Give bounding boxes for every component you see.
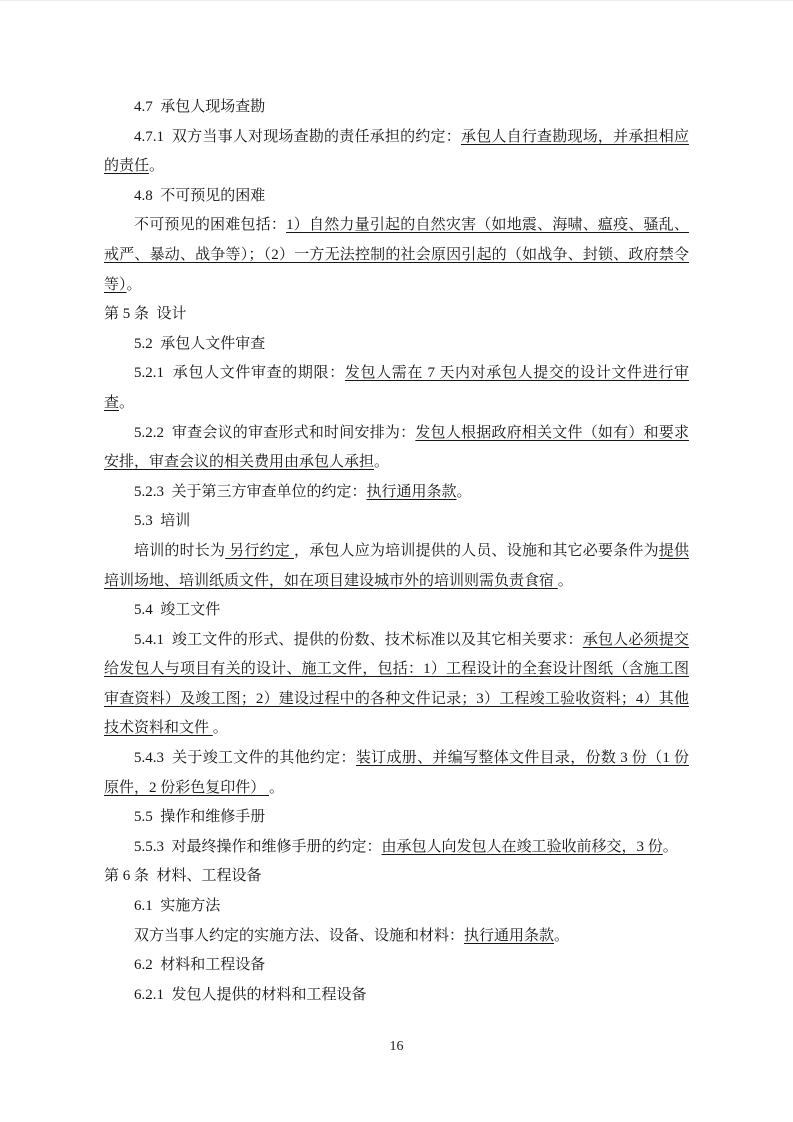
section-5-2-title: [104, 330, 689, 360]
text-run: 5.2.2 审查会议的审查形式和时间安排为：: [134, 424, 416, 441]
text-run: 5.2 承包人文件审查: [134, 335, 266, 352]
text-run: 5.4 竣工文件: [134, 602, 221, 619]
text-run: 。: [269, 779, 285, 796]
text-run: 4.8 不可预见的困难: [134, 187, 266, 204]
filled-in-blank-text: 装订成册、并编写整体文件目录，份数 3 份（1 份原件，2 份彩色复印件）: [104, 750, 689, 796]
section-4-8-title: [104, 182, 689, 212]
text-run: 。: [456, 483, 472, 500]
clause-5-2-2: [104, 419, 689, 478]
clause-4-7-1: [104, 123, 689, 182]
text-run: 第 6 条 材料、工程设备: [104, 868, 262, 885]
section-6-1-title: [104, 892, 689, 922]
section-5-3-title: [104, 507, 689, 537]
text-run: 6.1 实施方法: [134, 898, 221, 915]
clause-6-1-body: [104, 922, 689, 952]
text-run: 。: [557, 572, 573, 589]
text-run: 5.5.3 对最终操作和维修手册的约定：: [134, 838, 382, 855]
filled-in-blank-text: 发包人根据政府相关文件（如有）和要求安排，审查会议的相关费用由承包人承担: [104, 424, 689, 471]
filled-in-blank-text: 执行通用条款: [464, 927, 555, 944]
clause-6-2-1-title: [104, 981, 689, 1011]
filled-in-blank-text: 执行通用条款: [366, 483, 457, 500]
clause-5-4-1: [104, 626, 689, 744]
clause-4-8-body: [104, 211, 689, 300]
text-run: 。: [212, 720, 228, 737]
clause-5-4-3: [104, 744, 689, 803]
text-run: 6.2.1 发包人提供的材料和工程设备: [134, 986, 367, 1003]
clause-5-2-1: [104, 359, 689, 418]
filled-in-blank-text: 由承包人向发包人在竣工验收前移交，3 份: [381, 838, 663, 855]
filled-in-blank-text: 提供培训场地、培训纸质文件，如在项目建设城市外的培训则需负责食宿: [104, 542, 689, 589]
text-run: 。: [126, 276, 142, 293]
section-5-4-title: [104, 596, 689, 626]
text-run: 。: [662, 838, 678, 855]
filled-in-blank-text: 承包人自行查勘现场，并承担相应的责任: [104, 128, 689, 175]
text-run: 5.2.1 承包人文件审查的期限：: [134, 365, 345, 382]
text-run: 5.5 操作和维修手册: [134, 809, 266, 826]
clause-5-5-3: [104, 833, 689, 863]
filled-in-blank-text: 1）自然力量引起的自然灾害（如地震、海啸、瘟疫、骚乱、戒严、暴动、战争等）；（2）一方无法控制的社会原因引起的（如战争、封锁、政府禁令等）: [104, 217, 689, 293]
clause-5-2-3: [104, 478, 689, 508]
section-6-2-title: [104, 951, 689, 981]
filled-in-blank-text: 发包人需在 7 天内对承包人提交的设计文件进行审查: [104, 365, 689, 411]
page-footer: [0, 1037, 793, 1057]
text-run: 。: [374, 454, 390, 471]
text-run: 5.2.3 关于第三方审查单位的约定：: [134, 483, 367, 500]
text-run: 5.4.1 竣工文件的形式、提供的份数、技术标准以及其它相关要求：: [134, 631, 583, 648]
text-run: 。: [149, 158, 165, 175]
text-run: 不可预见的困难包括：: [134, 217, 287, 234]
article-5-heading: [104, 300, 689, 330]
filled-in-blank-text: 承包人必须提交给发包人与项目有关的设计、施工文件，包括：1）工程设计的全套设计图纸（含施工图审查资料）及竣工图；2）建设过程中的各种文件记录；3）工程竣工验收资料；4）其他技术资料和文件: [104, 631, 689, 737]
article-6-heading: [104, 862, 689, 892]
document-content: [104, 93, 689, 1010]
page-number: 16: [389, 1039, 404, 1054]
text-run: 5.3 培训: [134, 513, 191, 530]
filled-in-blank-text: 另行约定: [225, 542, 294, 559]
text-run: 。: [119, 394, 135, 411]
section-4-7-title: [104, 93, 689, 123]
text-run: 4.7.1 双方当事人对现场查勘的责任承担的约定：: [134, 128, 461, 145]
text-run: 5.4.3 关于竣工文件的其他约定：: [134, 750, 356, 767]
text-run: 培训的时长为: [134, 542, 226, 559]
text-run: ，承包人应为培训提供的人员、设施和其它必要条件为: [293, 542, 659, 559]
text-run: 双方当事人约定的实施方法、设备、设施和材料：: [134, 927, 465, 944]
text-run: 4.7 承包人现场查勘: [134, 99, 266, 115]
section-5-5-title: [104, 803, 689, 833]
text-run: 第 5 条 设计: [104, 306, 187, 323]
text-run: 。: [554, 927, 570, 944]
clause-5-3-body: [104, 537, 689, 596]
text-run: 6.2 材料和工程设备: [134, 957, 266, 974]
